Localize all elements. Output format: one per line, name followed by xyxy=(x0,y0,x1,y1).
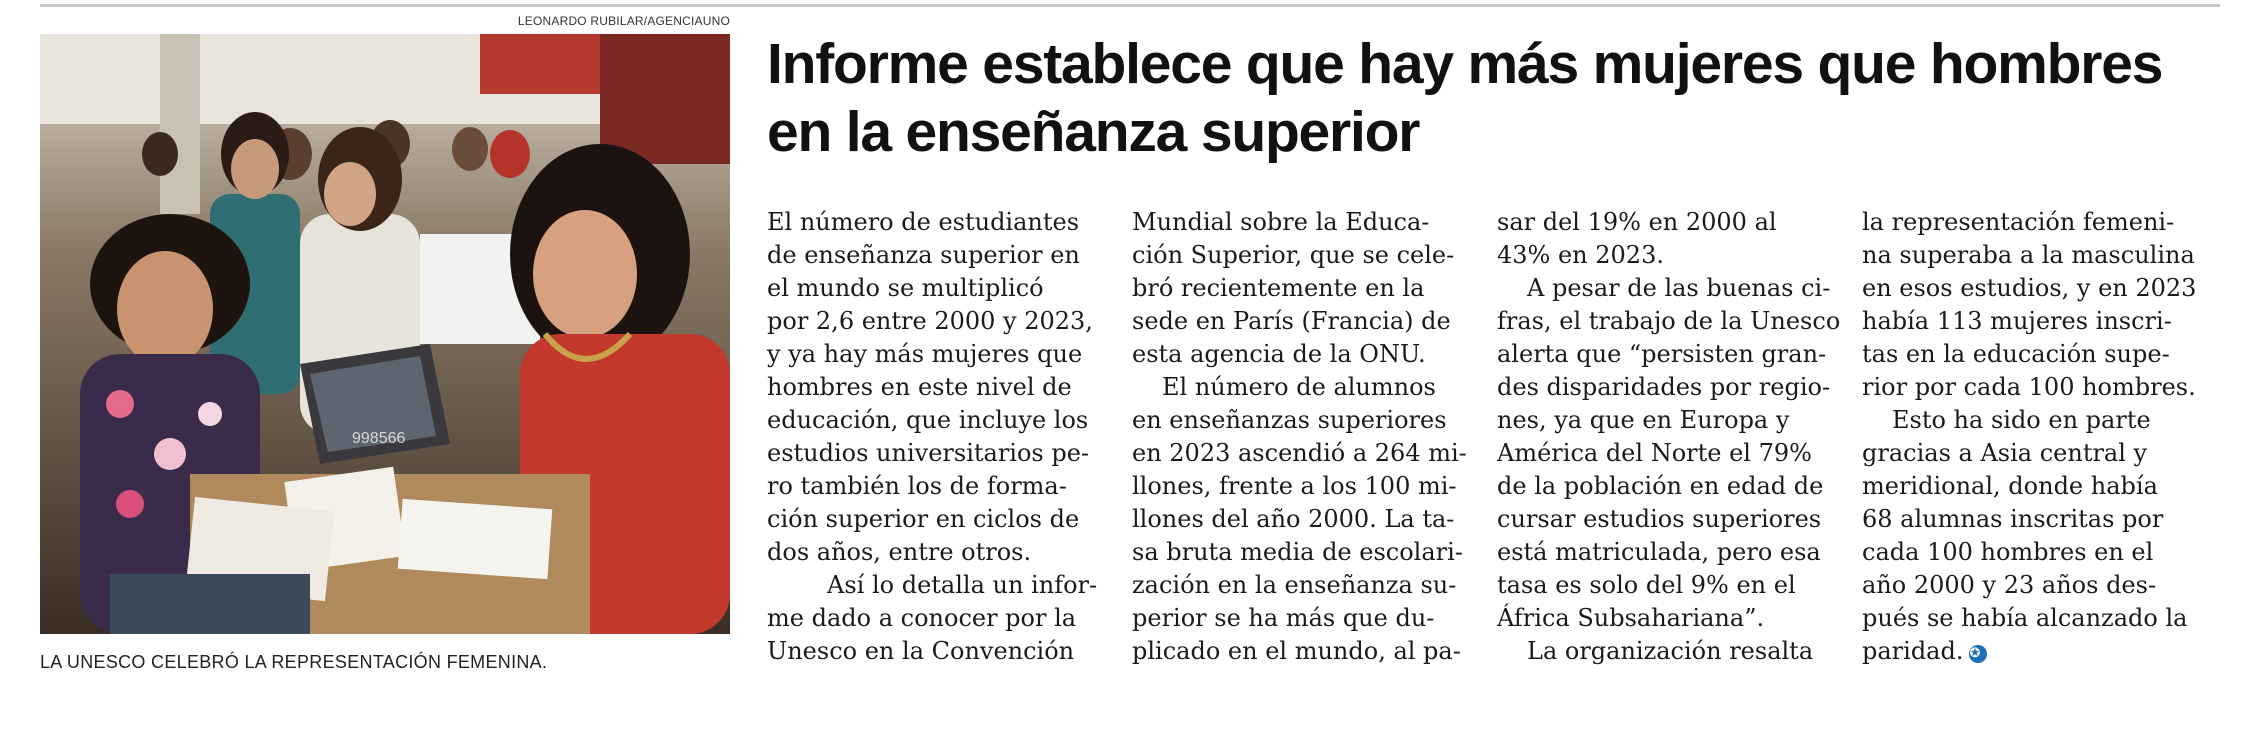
text-line: El número de estudiantes xyxy=(767,208,1080,236)
text-line: de enseñanza superior en xyxy=(767,241,1080,269)
text-line: por 2,6 entre 2000 y 2023, xyxy=(767,307,1093,335)
article-column-1 xyxy=(767,206,1097,668)
text-line: 68 alumnas inscritas por xyxy=(1862,505,2164,533)
text-line: nes, ya que en Europa y xyxy=(1497,406,1790,434)
text-line: tas en la educación supe- xyxy=(1862,340,2170,368)
text-line: el mundo se multiplicó xyxy=(767,274,1044,302)
end-of-article-icon: ✪ xyxy=(1969,645,1987,663)
text-line: en enseñanzas superiores xyxy=(1132,406,1447,434)
article-column-2 xyxy=(1132,206,1467,668)
text-line: de la población en edad de xyxy=(1497,472,1824,500)
text-line: na superaba a la masculina xyxy=(1862,241,2195,269)
text-line: hombres en este nivel de xyxy=(767,373,1072,401)
paragraph xyxy=(1132,206,1467,668)
text-line: sede en París (Francia) de xyxy=(1132,307,1451,335)
text-line: educación, que incluye los xyxy=(767,406,1089,434)
text-line: pués se había alcanzado la xyxy=(1862,604,2188,632)
text-line: fras, el trabajo de la Unesco xyxy=(1497,307,1841,335)
text-fragment: paridad. xyxy=(1862,637,1964,665)
text-line: zación en la enseñanza su- xyxy=(1132,571,1457,599)
text-line: ro también los de forma- xyxy=(767,472,1067,500)
text-line: rior por cada 100 hombres. xyxy=(1862,373,2196,401)
text-line: América del Norte el 79% xyxy=(1497,439,1812,467)
text-line: Unesco en la Convención xyxy=(767,637,1075,665)
text-line: la representación femeni- xyxy=(1862,208,2175,236)
text-line: Esto ha sido en parte xyxy=(1892,406,2151,434)
text-line: llones, frente a los 100 mi- xyxy=(1132,472,1457,500)
article-column-4 xyxy=(1862,206,2197,668)
text-line: está matriculada, pero esa xyxy=(1497,538,1821,566)
photo-credit: LEONARDO RUBILAR/AGENCIAUNO xyxy=(517,14,730,28)
text-line: tasa es solo del 9% en el xyxy=(1497,571,1796,599)
text-line: perior se ha más que du- xyxy=(1132,604,1435,632)
text-line: La organización resalta xyxy=(1527,637,1814,665)
text-line: esta agencia de la ONU. xyxy=(1132,340,1426,368)
text-line: año 2000 y 23 años des- xyxy=(1862,571,2157,599)
text-line: dos años, entre otros. xyxy=(767,538,1032,566)
paragraph xyxy=(1862,206,2197,668)
text-line: des disparidades por regio- xyxy=(1497,373,1831,401)
text-line: 43% en 2023. xyxy=(1497,241,1664,269)
text-line: A pesar de las buenas ci- xyxy=(1527,274,1831,302)
text-line: Mundial sobre la Educa- xyxy=(1132,208,1430,236)
text-line: El número de alumnos xyxy=(1162,373,1436,401)
text-line: en esos estudios, y en 2023 xyxy=(1862,274,2197,302)
text-line: África Subsahariana”. xyxy=(1497,604,1765,632)
text-line: meridional, donde había xyxy=(1862,472,2158,500)
text-line: bró recientemente en la xyxy=(1132,274,1425,302)
text-line: ción Superior, que se cele- xyxy=(1132,241,1455,269)
text-line xyxy=(1862,635,2192,668)
text-line: ción superior en ciclos de xyxy=(767,505,1080,533)
text-line: alerta que “persisten gran- xyxy=(1497,340,1827,368)
paragraph xyxy=(767,206,1097,668)
headline: Informe establece que hay más mujeres que hombres en la enseñanza superior xyxy=(767,32,2163,164)
photo-illustration xyxy=(40,34,730,634)
text-line: plicado en el mundo, al pa- xyxy=(1132,637,1461,665)
text-line: en 2023 ascendió a 264 mi- xyxy=(1132,439,1467,467)
text-line: gracias a Asia central y xyxy=(1862,439,2148,467)
photo-watermark: 998566 xyxy=(352,430,406,447)
text-line: cursar estudios superiores xyxy=(1497,505,1822,533)
top-rule xyxy=(40,4,2220,7)
photo-caption: LA UNESCO CELEBRÓ LA REPRESENTACIÓN FEMENINA. xyxy=(40,652,548,672)
text-line: sa bruta media de escolari- xyxy=(1132,538,1463,566)
text-line: me dado a conocer por la xyxy=(767,604,1077,632)
text-line: Así lo detalla un infor- xyxy=(827,571,1098,599)
article-photo xyxy=(40,34,730,634)
text-line: cada 100 hombres en el xyxy=(1862,538,2154,566)
paragraph xyxy=(1497,206,1841,668)
text-line: estudios universitarios pe- xyxy=(767,439,1090,467)
text-line: había 113 mujeres inscri- xyxy=(1862,307,2172,335)
article-column-3 xyxy=(1497,206,1841,668)
text-line: sar del 19% en 2000 al xyxy=(1497,208,1777,236)
text-line: llones del año 2000. La ta- xyxy=(1132,505,1455,533)
text-line: y ya hay más mujeres que xyxy=(767,340,1083,368)
